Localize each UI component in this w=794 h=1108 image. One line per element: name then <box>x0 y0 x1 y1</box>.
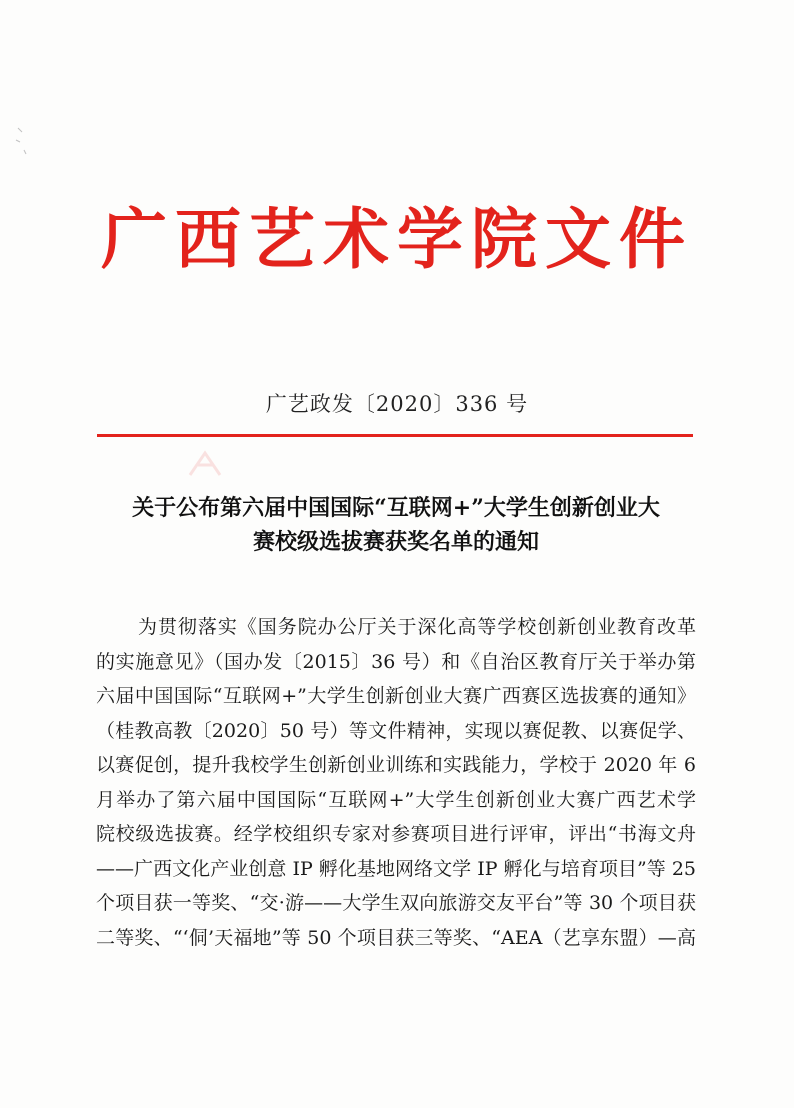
document-masthead: 广西艺术学院文件 <box>101 200 693 278</box>
body-line: 月举办了第六届中国国际“互联网+”大学生创新创业大赛广西艺术学 <box>96 788 696 811</box>
body-line: 为贯彻落实《国务院办公厅关于深化高等学校创新创业教育改革 <box>138 616 696 638</box>
body-line: 个项目获一等奖、“交·游——大学生双向旅游交友平台”等 30 个项目获 <box>96 892 696 914</box>
body-line: 二等奖、“‘侗’天福地”等 50 个项目获三等奖、“AEA（艺享东盟）—高 <box>96 926 696 949</box>
red-divider-line <box>97 434 693 437</box>
body-line: 六届中国国际“互联网+”大学生创新创业大赛广西赛区选拔赛的通知》 <box>96 685 696 707</box>
document-number: 广艺政发〔2020〕336 号 <box>265 392 529 416</box>
notice-title <box>96 491 696 559</box>
scan-margin-marks <box>8 120 38 180</box>
notice-title-line-2: 赛校级选拔赛获奖名单的通知 <box>252 529 539 555</box>
notice-title-line-1: 关于公布第六届中国国际“互联网+”大学生创新创业大 <box>132 495 660 521</box>
body-line: ——广西文化产业创意 IP 孵化基地网络文学 IP 孵化与培育项目”等 25 <box>96 857 696 880</box>
notice-body <box>96 610 696 955</box>
body-line: 以赛促创，提升我校学生创新创业训练和实践能力，学校于 2020 年 6 <box>96 754 696 776</box>
body-line: 院校级选拔赛。经学校组织专家对参赛项目进行评审，评出“书海文舟 <box>96 823 696 845</box>
faint-stamp-mark <box>180 445 240 485</box>
body-line: （桂教高教〔2020〕50 号）等文件精神，实现以赛促教、以赛促学、 <box>96 719 696 742</box>
body-line: 的实施意见》（国办发〔2015〕36 号）和《自治区教育厅关于举办第 <box>96 650 696 673</box>
